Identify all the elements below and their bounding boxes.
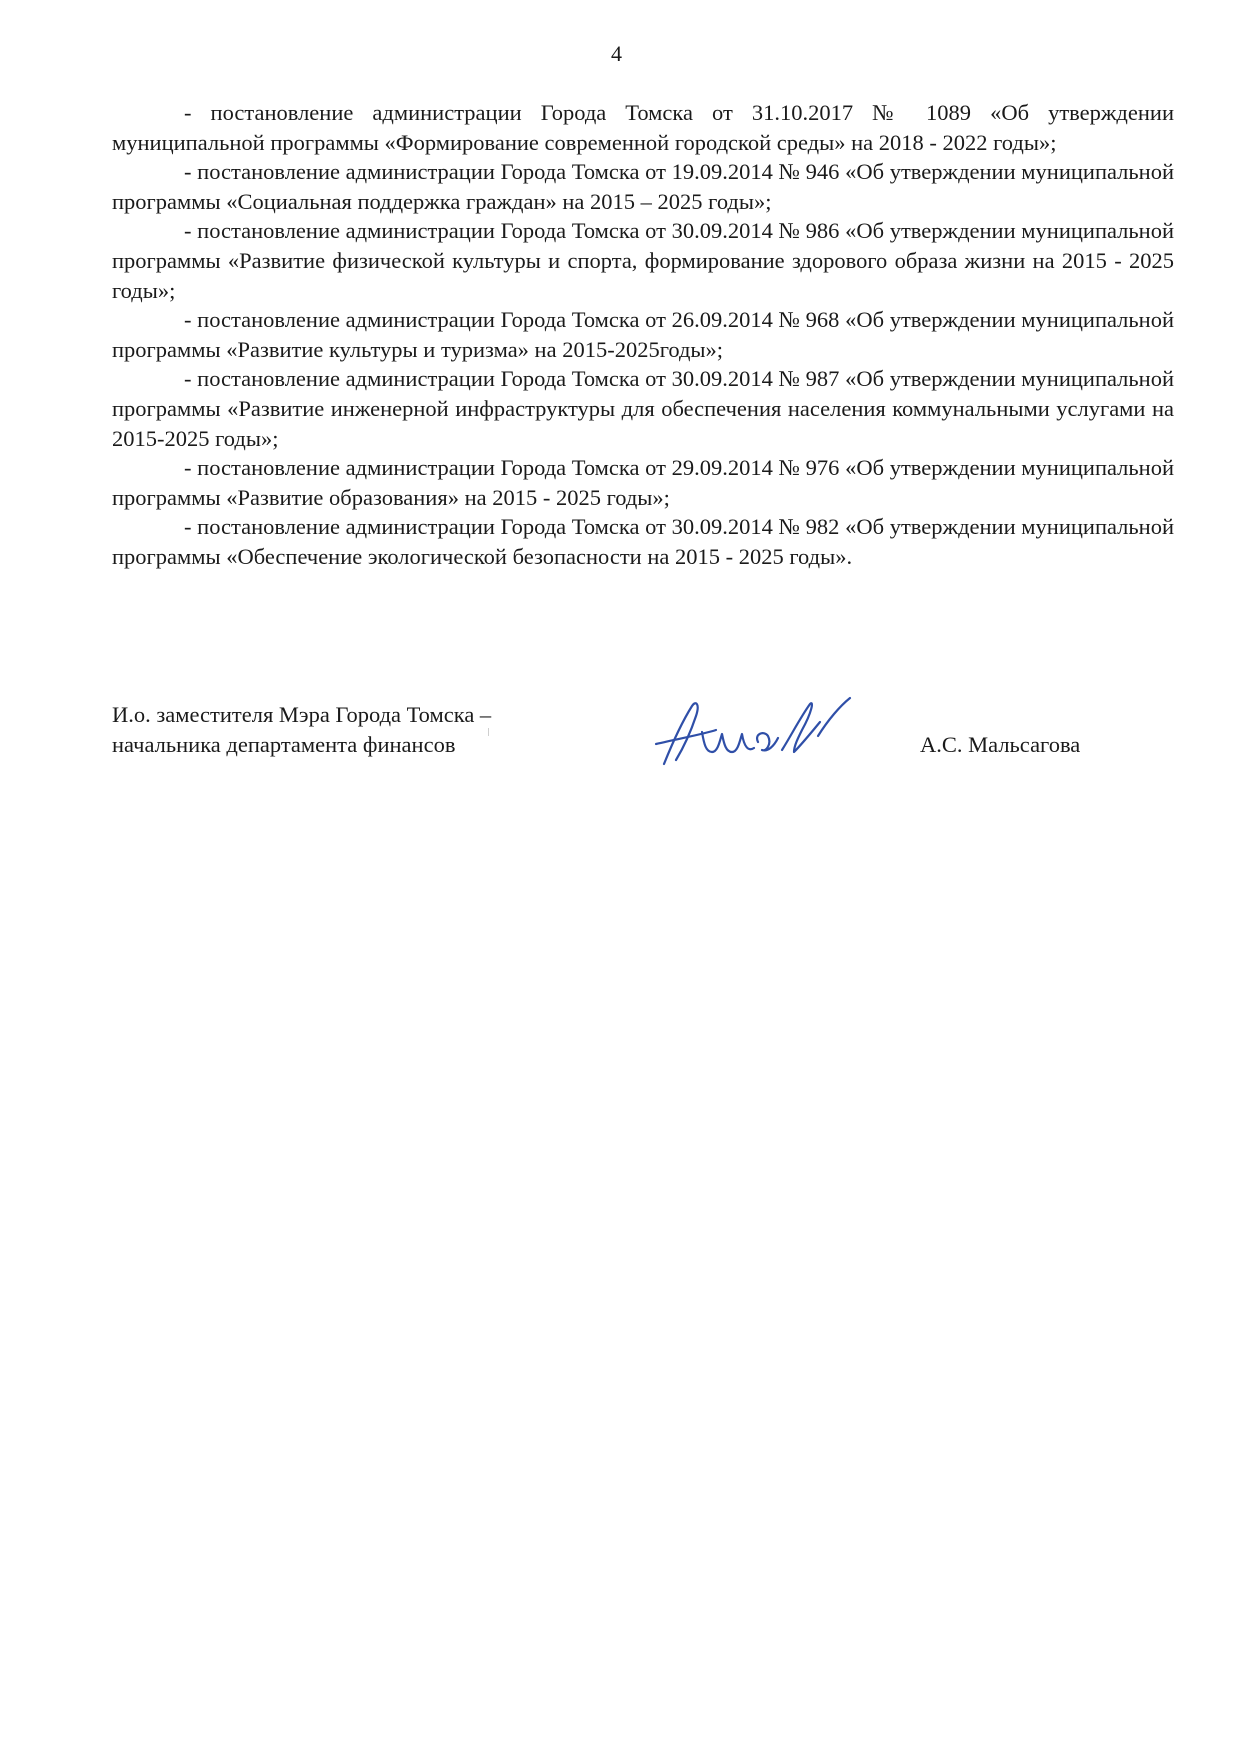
signer-title-line-2: начальника департамента финансов <box>112 731 456 757</box>
page-number: 4 <box>611 41 622 66</box>
signer-title-line-1: И.о. заместителя Мэра Города Томска – <box>112 702 492 727</box>
list-item: - постановление администрации Города Томска от 30.09.2014 № 987 «Об утверждении муниципальной программы «Развитие инженерной инфраструктуры для обеспечения населения коммунальными услугами на 2015-2025 годы»; <box>112 366 1174 451</box>
list-item: - постановление администрации Города Томска от 30.09.2014 № 986 «Об утверждении муниципальной программы «Развитие физической культуры и спорта, формирование здорового образа жизни на 2015 - 2025 годы»; <box>112 218 1174 303</box>
list-item: - постановление администрации Города Томска от 31.10.2017 № 1089 «Об утверждении муниципальной программы «Формирование современной городской среды» на 2018 - 2022 годы»; <box>112 100 1174 155</box>
handwritten-signature <box>642 694 872 770</box>
signer-name: А.С. Мальсагова <box>920 732 1081 757</box>
signer-title <box>112 700 582 759</box>
scan-artifact <box>488 728 489 736</box>
signature-block <box>112 700 1174 800</box>
list-item: - постановление администрации Города Томска от 30.09.2014 № 982 «Об утверждении муниципальной программы «Обеспечение экологической безопасности на 2015 - 2025 годы». <box>112 514 1174 569</box>
document-body <box>112 98 1174 572</box>
list-item: - постановление администрации Города Томска от 19.09.2014 № 946 «Об утверждении муниципальной программы «Социальная поддержка граждан» на 2015 – 2025 годы»; <box>112 159 1174 214</box>
list-item: - постановление администрации Города Томска от 26.09.2014 № 968 «Об утверждении муниципальной программы «Развитие культуры и туризма» на 2015-2025годы»; <box>112 307 1174 362</box>
list-item: - постановление администрации Города Томска от 29.09.2014 № 976 «Об утверждении муниципальной программы «Развитие образования» на 2015 - 2025 годы»; <box>112 455 1174 510</box>
